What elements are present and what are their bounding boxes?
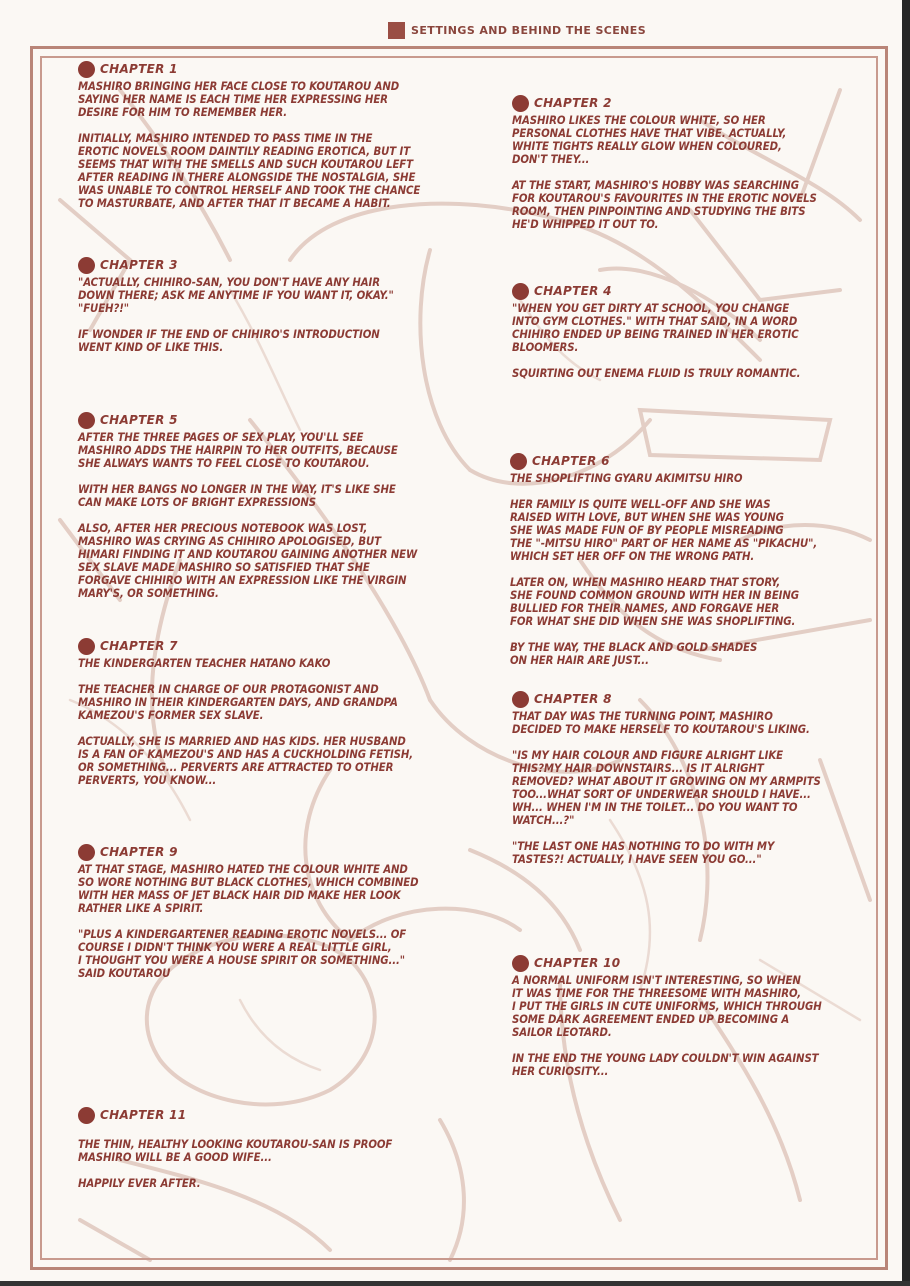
bullet-icon xyxy=(512,691,529,708)
chapter-paragraph: THAT DAY WAS THE TURNING POINT, MASHIRO DECIDED TO MAKE HERSELF TO KOUTAROU'S LIKING. xyxy=(512,710,810,736)
chapter-paragraph: WITH HER BANGS NO LONGER IN THE WAY, IT'S LIKE SHE CAN MAKE LOTS OF BRIGHT EXPRESSIONS xyxy=(78,483,396,509)
chapter-paragraph: LATER ON, WHEN MASHIRO HEARD THAT STORY, SHE FOUND COMMON GROUND WITH HER IN BEING BULLIED FOR THEIR NAMES, AND FORGAVE HER FOR WHAT SHE DID WHEN SHE WAS SHOPLIFTING. xyxy=(510,576,799,628)
page-header xyxy=(388,20,646,40)
chapter-title: CHAPTER 3 xyxy=(100,258,178,272)
chapter-3 xyxy=(78,256,394,354)
chapter-title: CHAPTER 2 xyxy=(534,96,612,110)
chapter-paragraph: INITIALLY, MASHIRO INTENDED TO PASS TIME IN THE EROTIC NOVELS ROOM DAINTILY READING EROTICA, BUT IT SEEMS THAT WITH THE SMELLS AND SUCH KOUTAROU LEFT AFTER READING IN THERE ALONGSIDE THE NOSTALGIA, SHE WAS UNABLE TO CONTROL HERSELF AND TOOK THE CHANCE TO MASTURBATE, AND AFTER THAT IT BECAME A HABIT. xyxy=(78,132,421,210)
chapter-title: CHAPTER 10 xyxy=(534,956,621,970)
bullet-icon xyxy=(512,283,529,300)
chapter-8 xyxy=(512,690,821,866)
page-title: SETTINGS AND BEHIND THE SCENES xyxy=(411,23,647,37)
chapter-1 xyxy=(78,60,420,210)
chapter-9 xyxy=(78,843,418,980)
chapter-title: CHAPTER 6 xyxy=(532,454,610,468)
chapter-paragraph: ALSO, AFTER HER PRECIOUS NOTEBOOK WAS LOST, MASHIRO WAS CRYING AS CHIHIRO APOLOGISED, BUT HIMARI FINDING IT AND KOUTAROU GAINING ANOTHER NEW SEX SLAVE MADE MASHIRO SO SATISFIED THAT SHE FORGAVE CHIHIRO WITH AN EXPRESSION LIKE THE VIRGIN MARY'S, OR SOMETHING. xyxy=(78,522,418,600)
bullet-icon xyxy=(78,412,95,429)
chapter-paragraph: "IS MY HAIR COLOUR AND FIGURE ALRIGHT LIKE THIS?MY HAIR DOWNSTAIRS... IS IT ALRIGHT REMOVED? WHAT ABOUT IT GROWING ON MY ARMPITS TOO...WHAT SORT OF UNDERWEAR SHOULD I HAVE... WH... WHEN I'M IN THE TOILET... DO YOU WANT TO WATCH...?" xyxy=(512,749,821,827)
chapter-title: CHAPTER 9 xyxy=(100,845,178,859)
chapter-paragraph: THE TEACHER IN CHARGE OF OUR PROTAGONIST AND MASHIRO IN THEIR KINDERGARTEN DAYS, AND GRANDPA KAMEZOU'S FORMER SEX SLAVE. xyxy=(78,683,398,722)
chapter-title: CHAPTER 4 xyxy=(534,284,612,298)
chapter-title: CHAPTER 11 xyxy=(100,1108,187,1122)
header-square-icon xyxy=(388,22,405,39)
chapter-10 xyxy=(512,954,822,1078)
chapter-paragraph: MASHIRO BRINGING HER FACE CLOSE TO KOUTAROU AND SAYING HER NAME IS EACH TIME HER EXPRESSING HER DESIRE FOR HIM TO REMEMBER HER. xyxy=(78,80,400,119)
scan-edge-bottom xyxy=(0,1281,910,1286)
chapter-title: CHAPTER 1 xyxy=(100,62,178,76)
chapter-4 xyxy=(512,282,800,380)
chapter-paragraph: IN THE END THE YOUNG LADY COULDN'T WIN AGAINST HER CURIOSITY... xyxy=(512,1052,819,1078)
chapter-paragraph: "PLUS A KINDERGARTENER READING EROTIC NOVELS... OF COURSE I DIDN'T THINK YOU WERE A REAL LITTLE GIRL, I THOUGHT YOU WERE A HOUSE SPIRIT OR SOMETHING..." SAID KOUTAROU xyxy=(78,928,407,980)
chapter-paragraph: AT THE START, MASHIRO'S HOBBY WAS SEARCHING FOR KOUTAROU'S FAVOURITES IN THE EROTIC NOVELS ROOM, THEN PINPOINTING AND STUDYING THE BITS HE'D WHIPPED IT OUT TO. xyxy=(512,179,817,231)
chapter-title: CHAPTER 8 xyxy=(534,692,612,706)
chapter-paragraph: AT THAT STAGE, MASHIRO HATED THE COLOUR WHITE AND SO WORE NOTHING BUT BLACK CLOTHES, WHICH COMBINED WITH HER MASS OF JET BLACK HAIR DID MAKE HER LOOK RATHER LIKE A SPIRIT. xyxy=(78,863,419,915)
chapter-paragraph: HAPPILY EVER AFTER. xyxy=(78,1177,201,1190)
chapter-paragraph: A NORMAL UNIFORM ISN'T INTERESTING, SO WHEN IT WAS TIME FOR THE THREESOME WITH MASHIRO, I PUT THE GIRLS IN CUTE UNIFORMS, WHICH THROUGH SOME DARK AGREEMENT ENDED UP BECOMING A SAILOR LEOTARD. xyxy=(512,974,822,1039)
bullet-icon xyxy=(510,453,527,470)
bullet-icon xyxy=(78,1107,95,1124)
chapter-paragraph: SQUIRTING OUT ENEMA FLUID IS TRULY ROMANTIC. xyxy=(512,367,801,380)
bullet-icon xyxy=(512,95,529,112)
chapter-title: CHAPTER 7 xyxy=(100,639,178,653)
chapter-paragraph: "WHEN YOU GET DIRTY AT SCHOOL, YOU CHANGE INTO GYM CLOTHES." WITH THAT SAID, IN A WORD CHIHIRO ENDED UP BEING TRAINED IN HER EROTIC BLOOMERS. xyxy=(512,302,799,354)
chapter-paragraph: AFTER THE THREE PAGES OF SEX PLAY, YOU'LL SEE MASHIRO ADDS THE HAIRPIN TO HER OUTFITS, BECAUSE SHE ALWAYS WANTS TO FEEL CLOSE TO KOUTAROU. xyxy=(78,431,398,470)
chapter-paragraph: BY THE WAY, THE BLACK AND GOLD SHADES ON HER HAIR ARE JUST... xyxy=(510,641,758,667)
scan-edge-right xyxy=(902,0,910,1286)
chapter-paragraph: THE SHOPLIFTING GYARU AKIMITSU HIRO xyxy=(510,472,743,485)
bullet-icon xyxy=(78,844,95,861)
bullet-icon xyxy=(512,955,529,972)
chapter-2 xyxy=(512,94,817,231)
chapter-paragraph: THE KINDERGARTEN TEACHER HATANO KAKO xyxy=(78,657,331,670)
chapter-11 xyxy=(78,1106,392,1190)
chapter-paragraph: IF WONDER IF THE END OF CHIHIRO'S INTRODUCTION WENT KIND OF LIKE THIS. xyxy=(78,328,380,354)
chapter-6 xyxy=(510,452,817,667)
bullet-icon xyxy=(78,257,95,274)
chapter-paragraph: "THE LAST ONE HAS NOTHING TO DO WITH MY TASTES?! ACTUALLY, I HAVE SEEN YOU GO..." xyxy=(512,840,775,866)
chapter-7 xyxy=(78,637,413,787)
bullet-icon xyxy=(78,638,95,655)
chapter-paragraph: MASHIRO LIKES THE COLOUR WHITE, SO HER PERSONAL CLOTHES HAVE THAT VIBE. ACTUALLY, WHITE TIGHTS REALLY GLOW WHEN COLOURED, DON'T THEY... xyxy=(512,114,787,166)
chapter-paragraph: "ACTUALLY, CHIHIRO-SAN, YOU DON'T HAVE ANY HAIR DOWN THERE; ASK ME ANYTIME IF YOU WANT IT, OKAY." "FUEH?!" xyxy=(78,276,394,315)
chapter-5 xyxy=(78,411,417,600)
bullet-icon xyxy=(78,61,95,78)
chapter-paragraph: ACTUALLY, SHE IS MARRIED AND HAS KIDS. HER HUSBAND IS A FAN OF KAMEZOU'S AND HAS A CUCKHOLDING FETISH, OR SOMETHING... PERVERTS ARE ATTRACTED TO OTHER PERVERTS, YOU KNOW... xyxy=(78,735,414,787)
chapter-title: CHAPTER 5 xyxy=(100,413,178,427)
chapter-paragraph: HER FAMILY IS QUITE WELL-OFF AND SHE WAS RAISED WITH LOVE, BUT WHEN SHE WAS YOUNG SHE WAS MADE FUN OF BY PEOPLE MISREADING THE "-MITSU HIRO" PART OF HER NAME AS "PIKACHU", WHICH SET HER OFF ON THE WRONG PATH. xyxy=(510,498,818,563)
chapter-paragraph: THE THIN, HEALTHY LOOKING KOUTAROU-SAN IS PROOF MASHIRO WILL BE A GOOD WIFE... xyxy=(78,1138,393,1164)
